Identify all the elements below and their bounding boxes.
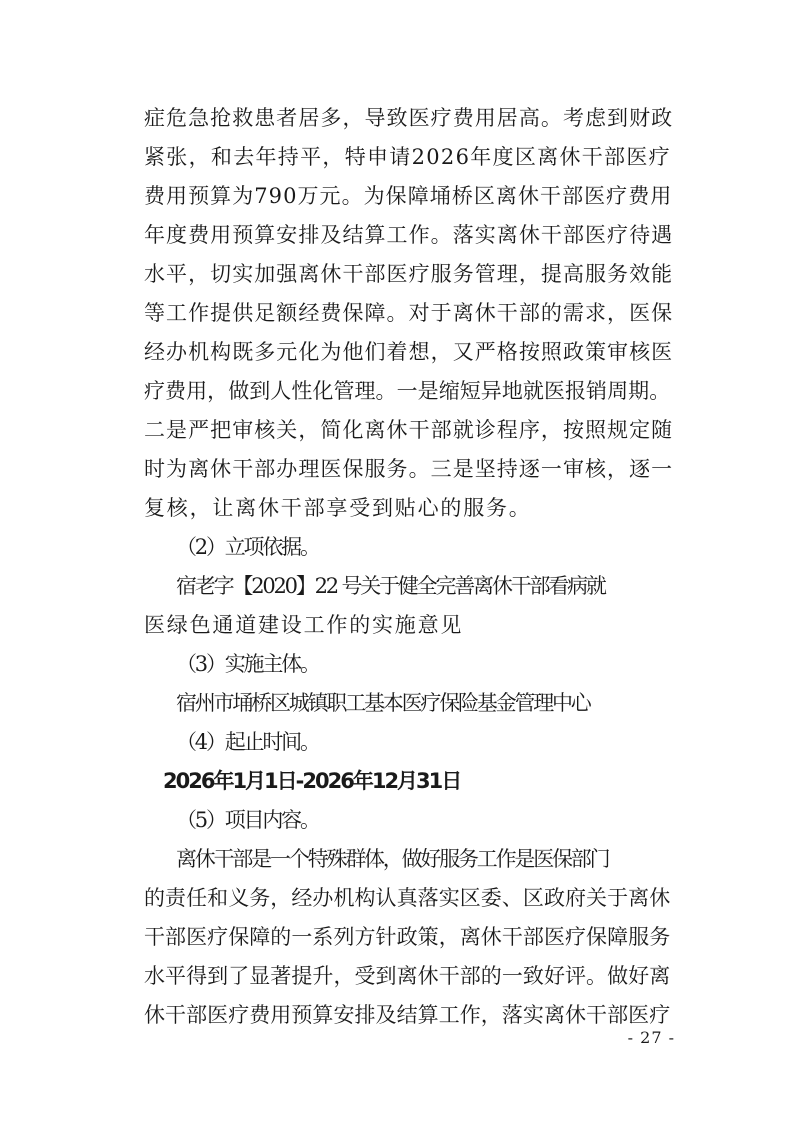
text-line-content-1: 离休干部是一个特殊群体，做好服务工作是医保部门 xyxy=(176,847,609,871)
text-line-7: 经办机构既多元化为他们着想，又严格按照政策审核医 xyxy=(144,340,674,364)
text-line-content-4: 水平得到了显著提升，受到离休干部的一致好评。做好离 xyxy=(144,964,671,988)
text-line-basis-2: 医绿色通道建设工作的实施意见 xyxy=(144,613,464,637)
text-line-10: 时为离休干部办理医保服务。三是坚持逐一审核，逐一 xyxy=(144,457,674,481)
text-line-period: 2026年1月1日-2026年12月31日 xyxy=(163,769,461,793)
text-line-content-3: 干部医疗保障的一系列方针政策，离休干部医疗保障服务 xyxy=(144,925,671,949)
text-line-11: 复核，让离休干部享受到贴心的服务。 xyxy=(144,496,532,520)
text-line-8: 疗费用，做到人性化管理。一是缩短异地就医报销周期。 xyxy=(144,379,671,403)
text-line-basis-1: 宿老字【2020】22 号关于健全完善离休干部看病就 xyxy=(176,574,605,598)
text-line-3: 费用预算为790万元。为保障埇桥区离休干部医疗费用 xyxy=(144,184,673,208)
section-heading-period: （4）起止时间。 xyxy=(176,730,319,754)
text-line-2: 紧张，和去年持平，特申请2026年度区离休干部医疗 xyxy=(144,145,671,169)
text-line-content-5: 休干部医疗费用预算安排及结算工作，落实离休干部医疗 xyxy=(144,1003,671,1027)
text-line-entity: 宿州市埇桥区城镇职工基本医疗保险基金管理中心 xyxy=(176,691,590,715)
text-line-9: 二是严把审核关，简化离休干部就诊程序，按照规定随 xyxy=(144,418,674,442)
section-heading-content: （5）项目内容。 xyxy=(176,808,319,832)
text-line-5: 水平，切实加强离休干部医疗服务管理，提高服务效能 xyxy=(144,262,674,286)
text-line-6: 等工作提供足额经费保障。对于离休干部的需求，医保 xyxy=(144,301,674,325)
section-heading-entity: （3）实施主体。 xyxy=(176,652,319,676)
page-number: - 27 - xyxy=(627,1028,675,1047)
text-line-1: 症危急抢救患者居多，导致医疗费用居高。考虑到财政 xyxy=(144,106,674,130)
text-line-content-2: 的责任和义务，经办机构认真落实区委、区政府关于离休 xyxy=(144,886,671,910)
text-line-4: 年度费用预算安排及结算工作。落实离休干部医疗待遇 xyxy=(144,223,674,247)
section-heading-basis: （2）立项依据。 xyxy=(176,535,319,559)
